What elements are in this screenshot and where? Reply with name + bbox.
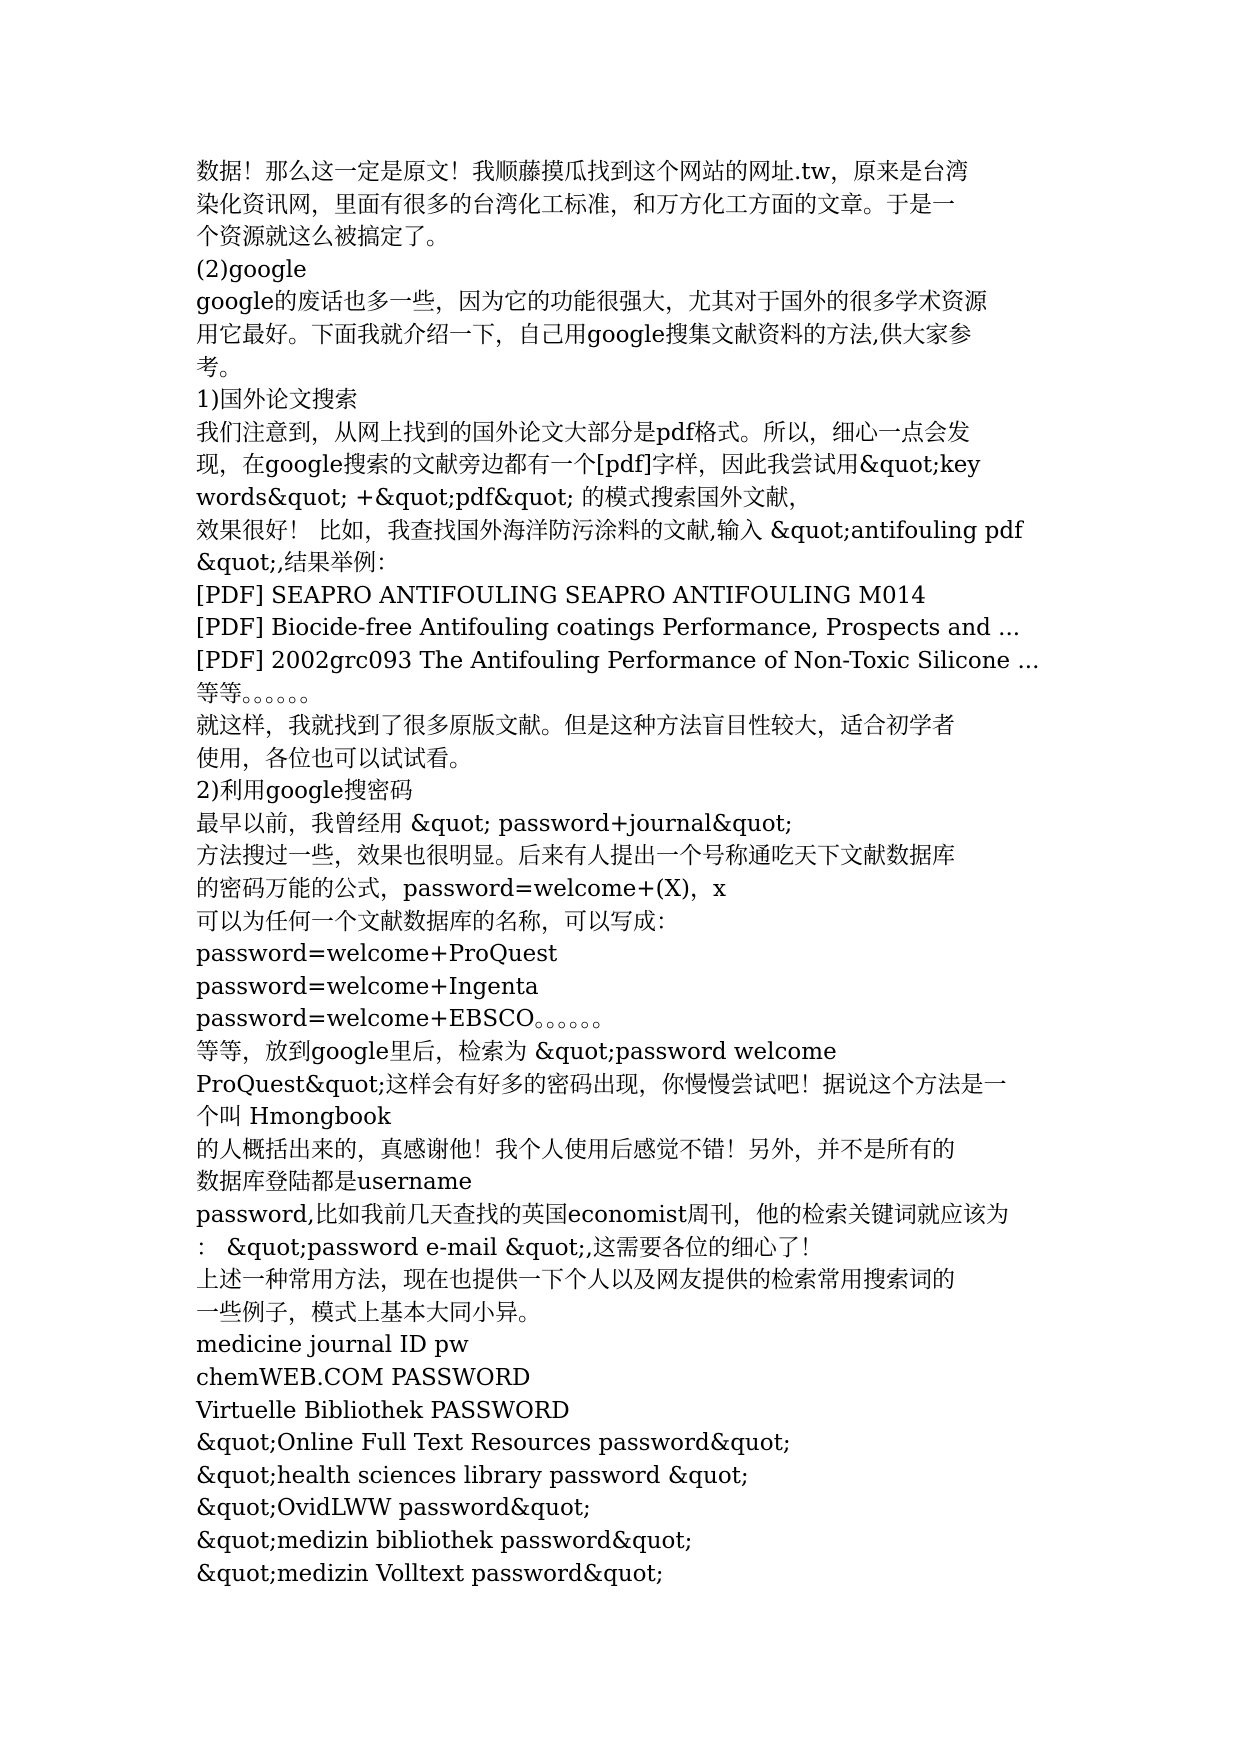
search-term-line: &quot;medizin bibliothek password&quot;	[196, 1527, 693, 1554]
result-example-line: [PDF] Biocide-free Antifouling coatings Performance, Prospects and ...	[196, 615, 1021, 642]
text-line: 使用，各位也可以试试看。	[196, 745, 472, 772]
text-line: 个资源就这么被搞定了。	[196, 224, 449, 251]
text-line: 的密码万能的公式，password=welcome+(X)，x	[196, 876, 726, 903]
search-term-line: &quot;medizin Volltext password&quot;	[196, 1560, 664, 1587]
text-line: 我们注意到，从网上找到的国外论文大部分是pdf格式。所以，细心一点会发	[196, 419, 970, 446]
document-body	[196, 156, 1046, 1590]
result-example-line: [PDF] 2002grc093 The Antifouling Performance of Non-Toxic Silicone ...	[196, 647, 1040, 674]
text-line: 数据！那么这一定是原文！我顺藤摸瓜找到这个网站的网址.tw，原来是台湾	[196, 159, 969, 185]
text-line: 染化资讯网，里面有很多的台湾化工标准，和万方化工方面的文章。于是一	[196, 191, 955, 218]
formula-line: password=welcome+ProQuest	[196, 941, 558, 968]
search-term-line: Virtuelle Bibliothek PASSWORD	[196, 1397, 570, 1424]
search-term-line: &quot;Online Full Text Resources password&quot;	[196, 1430, 791, 1457]
text-line: 最早以前，我曾经用 &quot; password+journal&quot;	[196, 810, 793, 837]
text-line: ProQuest&quot;这样会有好多的密码出现，你慢慢尝试吧！据说这个方法是一	[196, 1071, 1007, 1098]
text-line: ： &quot;password e-mail &quot;,这需要各位的细心了！	[196, 1234, 823, 1261]
text-line: 上述一种常用方法，现在也提供一下个人以及网友提供的检索常用搜索词的	[196, 1267, 955, 1294]
text-line: words&quot; +&quot;pdf&quot; 的模式搜索国外文献，	[196, 484, 812, 511]
search-term-line: &quot;health sciences library password &quot;	[196, 1462, 749, 1489]
text-line: 可以为任何一个文献数据库的名称，可以写成：	[196, 908, 679, 935]
text-line: 现，在google搜索的文献旁边都有一个[pdf]字样，因此我尝试用&quot;key	[196, 452, 981, 479]
text-line: 的人概括出来的，真感谢他！我个人使用后感觉不错！另外，并不是所有的	[196, 1136, 955, 1163]
text-line: 等等。。。。。。	[196, 680, 323, 707]
search-term-line: &quot;OvidLWW password&quot;	[196, 1495, 591, 1522]
section-heading: 1)国外论文搜索	[196, 387, 358, 414]
result-example-line: [PDF] SEAPRO ANTIFOULING SEAPRO ANTIFOULING M014	[196, 582, 926, 609]
text-line: 等等，放到google里后，检索为 &quot;password welcome	[196, 1039, 837, 1066]
text-line: 就这样，我就找到了很多原版文献。但是这种方法盲目性较大，适合初学者	[196, 713, 955, 740]
text-line: 效果很好！ 比如，我查找国外海洋防污涂料的文献,输入 &quot;antifouling pdf	[196, 517, 1023, 544]
formula-line: password=welcome+Ingenta	[196, 973, 539, 1000]
text-line: google的废话也多一些，因为它的功能很强大，尤其对于国外的很多学术资源	[196, 289, 988, 316]
section-heading: 2)利用google搜密码	[196, 778, 413, 805]
section-heading: (2)google	[196, 256, 307, 283]
text-line: 一些例子，模式上基本大同小异。	[196, 1299, 541, 1326]
search-term-line: chemWEB.COM PASSWORD	[196, 1364, 531, 1391]
text-line: 用它最好。下面我就介绍一下，自己用google搜集文献资料的方法,供大家参	[196, 321, 972, 348]
text-line: password,比如我前几天查找的英国economist周刊，他的检索关键词就应该为	[196, 1202, 1009, 1228]
text-line: &quot;,结果举例：	[196, 550, 400, 577]
text-line: 方法搜过一些，效果也很明显。后来有人提出一个号称通吃天下文献数据库	[196, 843, 955, 870]
text-line: 考。	[196, 354, 242, 381]
search-term-line: medicine journal ID pw	[196, 1332, 469, 1359]
text-line: 个叫 Hmongbook	[196, 1104, 391, 1131]
formula-line: password=welcome+EBSCO。。。。。。	[196, 1006, 616, 1033]
text-line: 数据库登陆都是username	[196, 1169, 473, 1196]
